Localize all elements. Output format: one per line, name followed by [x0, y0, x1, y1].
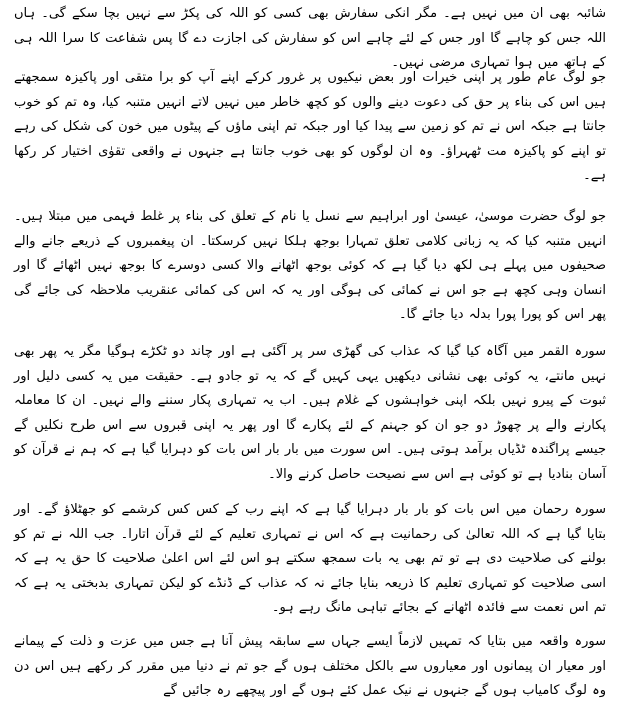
paragraph-surah-al-qamar: سورہ القمر میں آگاہ کیا گیا کہ عذاب کی گھڑی سر پر آگئی ہے اور چاند دو ٹکڑے ہوگیا مگر یہ پھر بھی نہیں مانتے، یہ کوئی بھی نشانی دیکھیں یہی کہیں گے کہ یہ تو جادو ہے۔ حقیقت میں یہ کسی دلیل اور ثبوت کے پیرو نہیں بلکہ اپنی خواہشوں کے غلام ہیں۔ اب یہ تمہاری پکار سننے والے نہیں۔ ان کا معاملہ پکارنے والے پر چھوڑ دو جو ان کو جہنم کے لئے پکارے گا اور پھر یہ اپنی قبروں سے اس طرح نکلیں گے جیسے پراگندہ ٹڈیاں برآمد ہوتی ہیں۔ اس سورت میں بار بار اس بات کو دہرایا گیا ہے کہ ہم نے قرآن کو آسان بنادیا ہے تو کوئی ہے اس سے نصیحت حاصل کرنے والا۔: [14, 344, 606, 482]
paragraph-lineage: جو لوگ حضرت موسیٰ، عیسیٰ اور ابراہیم سے نسل یا نام کے تعلق کی بناء پر غلط فہمی میں مبتلا ہیں۔ انہیں متنبہ کیا کہ یہ زبانی کلامی تعلق تمہارا بوجھ ہلکا نہیں کرسکتا۔ ان پیغمبروں کے ذریعے جانے والے صحیفوں میں پہلے ہی لکھ دیا گیا ہے کہ کوئی بوجھ اٹھانے والا کسی دوسرے کا بوجھ نہیں اٹھائے گا اور انسان وہی کچھ ہے جو اس نے کمائی کی ہوگی اور یہ کہ اس کی کمائی عنقریب ملاحظہ کی جائے گی پھر اس کو پورا پورا بدلہ دیا جائے گا۔: [14, 209, 606, 322]
paragraph-self-righteousness: جو لوگ عام طور پر اپنی خیرات اور بعض نیکیوں پر غرور کرکے اپنے آپ کو برا متقی اور پاکیزہ سمجھتے ہیں اس کی بناء پر حق کی دعوت دینے والوں کو کچھ خاطر میں نہیں لاتے انہیں متنبہ کیا، وہ تم کو خوب جانتا ہے جبکہ اس نے تم کو زمین سے پیدا کیا اور جبکہ تم اپنی ماؤں کے پیٹوں میں خون کی شکل کی رہے تو اپنے کو پاکیزہ مت ٹھہراؤ۔ وہ ان لوگوں کو بھی خوب جانتا ہے جنہوں نے واقعی تقوٰی اختیار کر رکھا ہے۔: [14, 70, 606, 183]
paragraph-intercession: شائبہ بھی ان میں نہیں ہے۔ مگر انکی سفارش بھی کسی کو اللہ کی پکڑ سے نہیں بچا سکے گی۔ ہاں اللہ جس کو چاہے گا اور جس کے لئے چاہے اس کو سفارش کی اجازت دے گا پس شفاعت کا سرا اللہ ہی کے ہاتھ میں ہوا تمہاری مرضی نہیں۔: [14, 6, 606, 70]
paragraph-surah-waqia: سورہ واقعہ میں بتایا کہ تمہیں لازماً ایسے جہاں سے سابقہ پیش آنا ہے جس میں عزت و ذلت کے پیمانے اور معیار ان پیمانوں اور معیاروں سے بالکل مختلف ہوں گے جو تم نے دنیا میں مقرر کر رکھے ہیں اس دن وہ لوگ کامیاب ہوں گے جنہوں نے نیک عمل کئے ہوں گے اور پیچھے رہ جائیں گے: [14, 634, 606, 698]
paragraph-surah-rahman: سورہ رحمان میں اس بات کو بار بار دہرایا گیا ہے کہ اپنے رب کے کس کس کرشمے کو جھٹلاؤ گے۔ اور بتایا گیا ہے کہ اللہ تعالیٰ کی رحمانیت ہے کہ اس نے تمہاری تعلیم کے لئے قرآن اتارا۔ جب اللہ نے تم کو بولنے کی صلاحیت دی ہے تو تم بھی یہ بات سمجھ سکتے ہو اس لئے اس اعلیٰ صلاحیت کا حق یہ ہے کہ اسی صلاحیت کو تمہاری تعلیم کا ذریعہ بنایا جائے نہ کہ عذاب کے ڈنڈے کو لیکن تمہاری بدبختی یہ ہے کہ تم اس نعمت سے فائدہ اٹھانے کے بجائے تباہی مانگ رہے ہو۔: [14, 502, 606, 615]
